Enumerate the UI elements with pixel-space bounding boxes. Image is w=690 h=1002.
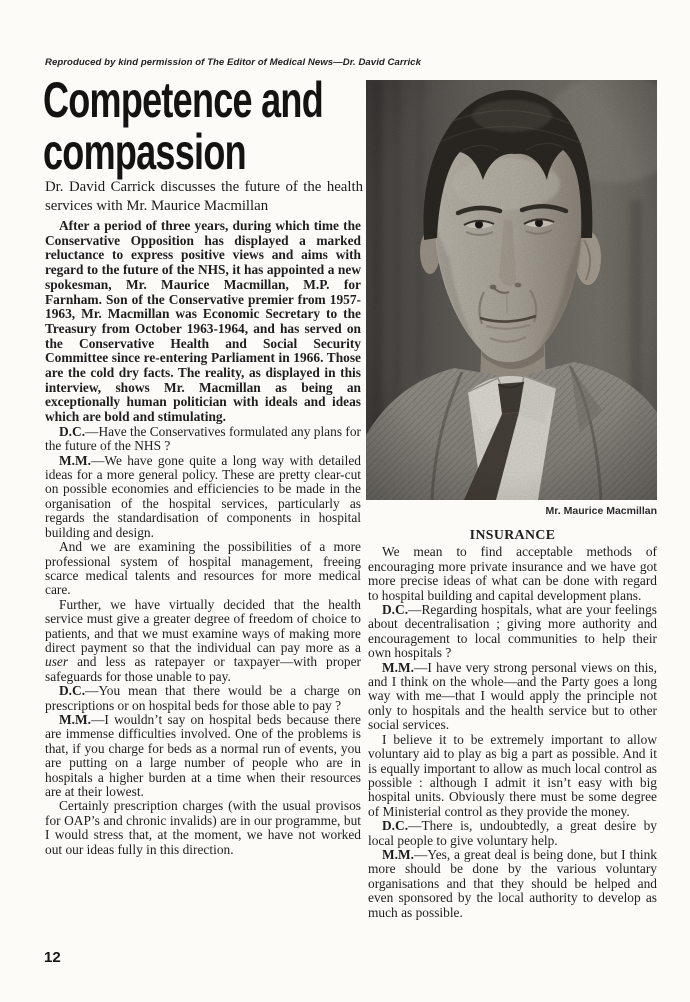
paragraph-text: —I wouldn’t say on hospital beds because there are immense difficulties involved. One of the problems is that, if you charge for beds as a normal run of events, you are putting on a large number of people who are in hospitals a higher burden at a time when their resources are at their lowest. bbox=[45, 711, 361, 799]
body-paragraph: We mean to find acceptable methods of encouraging more private insurance and we have got more precise ideas of what can be done with regard to hospital building and capital development plans. bbox=[368, 544, 657, 603]
article-subtitle: Dr. David Carrick discusses the future of the health services with Mr. Maurice Macmillan bbox=[45, 179, 363, 214]
paragraph-text: —We have gone quite a long way with detailed ideas for a more general policy. These are pretty clear-cut on possible economies and efficiencies to be made in the organisation of the hospital services, particularly as regards the standardisation of components in hospital building and design. bbox=[45, 452, 361, 540]
speaker-label: M.M. bbox=[59, 711, 91, 727]
paragraph-text: Further, we have virtually decided that the health service must give a greater degree of freedom of choice to patients, and that we must examine ways of making more direct payment so that the individual can pay more as a bbox=[45, 596, 361, 655]
dialogue-paragraph bbox=[368, 603, 657, 661]
speaker-label: D.C. bbox=[382, 818, 409, 834]
article-title: Competence and compassion bbox=[43, 72, 323, 180]
speaker-label: D.C. bbox=[382, 602, 409, 618]
photo-caption: Mr. Maurice Macmillan bbox=[545, 505, 657, 517]
right-column bbox=[368, 528, 657, 920]
emphasized-word: user bbox=[45, 654, 69, 670]
speaker-label: M.M. bbox=[382, 659, 414, 675]
intro-paragraph: After a period of three years, during which time the Conservative Opposition has displayed a marked reluctance to express positive views and aims with regard to the future of the NHS, it has appointed a new spokesman, Mr. Maurice Macmillan, M.P. for Farnham. Son of the Conservative premier from 1957-1963, Mr. Macmillan was Economic Secretary to the Treasury from October 1963-1964, and has served on the Conservative Health and Social Security Committee since re-entering Parliament in 1966. Those are the cold dry facts. The reality, as displayed in this interview, shows Mr. Macmillan as being an exceptionally human politician with ideals and ideas which are bold and stimulating. bbox=[45, 218, 361, 425]
attribution-line: Reproduced by kind permission of The Editor of Medical News—Dr. David Carrick bbox=[45, 57, 421, 68]
speaker-label: M.M. bbox=[382, 846, 414, 862]
paragraph-text: —Have the Conservatives formulated any plans for the future of the NHS ? bbox=[45, 423, 361, 454]
portrait-photo-illustration bbox=[366, 80, 657, 500]
dialogue-paragraph bbox=[368, 819, 657, 848]
body-paragraph bbox=[45, 598, 361, 684]
speaker-label: M.M. bbox=[59, 452, 91, 468]
paragraph-text: —Regarding hospitals, what are your feelings about decentralisation ; giving more authority and encouragement to local communities to help their own hospitals ? bbox=[368, 602, 657, 661]
paragraph-text: and less as ratepayer or taxpayer—with proper safeguards for those unable to pay. bbox=[45, 654, 361, 684]
body-paragraph: And we are examining the possibilities of a more professional system of hospital management, freeing scarce medical talents and resources for more medical care. bbox=[45, 539, 361, 598]
dialogue-paragraph bbox=[45, 454, 361, 540]
speaker-label: D.C. bbox=[59, 423, 86, 439]
dialogue-paragraph bbox=[45, 425, 361, 454]
dialogue-paragraph bbox=[368, 661, 657, 733]
section-heading-insurance: INSURANCE bbox=[469, 527, 556, 542]
body-paragraph: I believe it to be extremely important to allow voluntary aid to play as big a part as possible. And it is equally important to allow as much local control as possible : although I admit it isn’t easy with big hospital units. Obviously there must be some degree of Ministerial control as they provide the money. bbox=[368, 731, 657, 819]
left-column bbox=[45, 219, 361, 857]
paragraph-text: —You mean that there would be a charge on prescriptions or on hospital beds for those able to pay ? bbox=[45, 683, 361, 713]
dialogue-paragraph bbox=[368, 848, 657, 920]
paragraph-text: —Yes, a great deal is being done, but I think more should be done by the various voluntary organisations and that they should be helped and even sponsored by the local authority to develop as much as possible. bbox=[368, 846, 657, 920]
paragraph-text: —There is, undoubtedly, a great desire by local people to give voluntary help. bbox=[368, 818, 657, 848]
dialogue-paragraph bbox=[45, 684, 361, 713]
body-paragraph: Certainly prescription charges (with the usual provisos for OAP’s and chronic invalids) are in our programme, but I would stress that, at the moment, we have not worked out our ideas fully in this direction. bbox=[45, 798, 361, 857]
paragraph-text: —I have very strong personal views on this, and I think on the whole—and the Party goes a long way with me—that I would apply the principle not only to hospitals and the health service but to other social services. bbox=[368, 659, 657, 733]
page-number: 12 bbox=[44, 949, 61, 966]
speaker-label: D.C. bbox=[59, 683, 86, 699]
dialogue-paragraph bbox=[45, 713, 361, 799]
portrait-photo bbox=[366, 80, 657, 500]
